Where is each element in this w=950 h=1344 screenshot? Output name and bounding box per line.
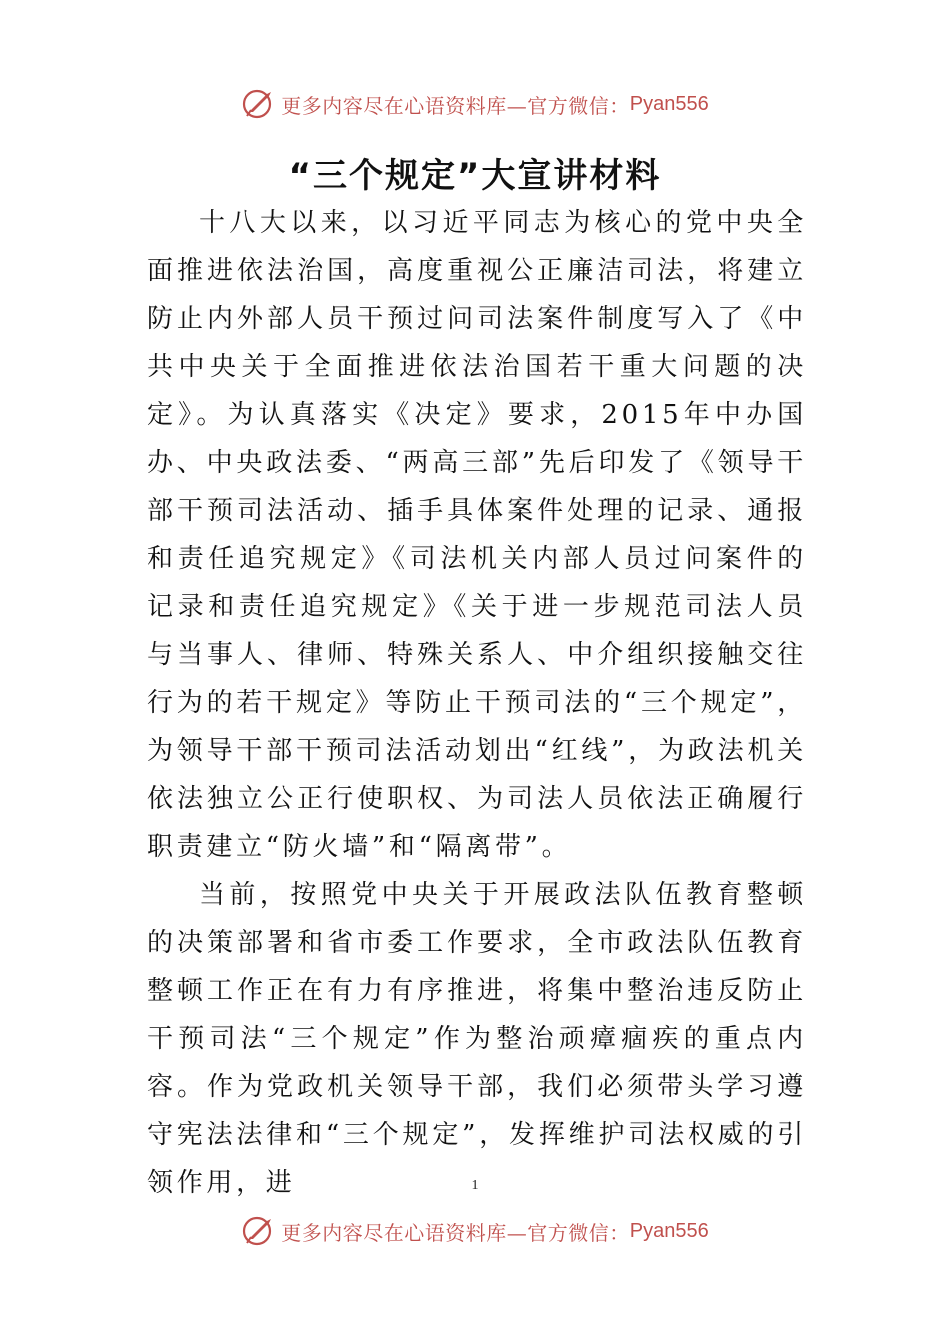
feather-pen-logo-icon [241,86,277,122]
paragraph-2: 当前，按照党中央关于开展政法队伍教育整顿的决策部署和省市委工作要求，全市政法队伍教育整顿工作正在有力有序推进，将集中整治违反防止干预司法“三个规定”作为整治顽瘴痼疾的重点内容。作为党政机关领导干部，我们必须带头学习遵守宪法法律和“三个规定”，发挥维护司法权威的引领作用，进 [147,880,807,1198]
header-banner [0,84,950,124]
footer-banner-text: 更多内容尽在心语资料库—官方微信： [281,1220,630,1245]
paragraph-1: 十八大以来，以习近平同志为核心的党中央全面推进依法治国，高度重视公正廉洁司法，将建立防止内外部人员干预过问司法案件制度写入了《中共中央关于全面推进依法治国若干重大问题的决定》。为认真落实《决定》要求，2015年中办国办、中央政法委、“两高三部”先后印发了《领导干部干预司法活动、插手具体案件处理的记录、通报和责任追究规定》《司法机关内部人员过问案件的记录和责任追究规定》《关于进一步规范司法人员与当事人、律师、特殊关系人、中介组织接触交往行为的若干规定》等防止干预司法的“三个规定”，为领导干部干预司法活动划出“红线”，为政法机关依法独立公正行使职权、为司法人员依法正确履行职责建立“防火墙”和“隔离带”。 [147,208,807,862]
footer-banner [0,1211,950,1251]
document-body [147,199,807,1207]
document-title: “三个规定”大宣讲材料 [288,156,662,196]
feather-pen-logo-icon [241,1213,277,1249]
footer-banner-id: Pyan556 [629,1219,709,1242]
header-banner-id: Pyan556 [629,92,709,115]
page-number: 1 [471,1178,479,1193]
header-banner-text: 更多内容尽在心语资料库—官方微信： [281,93,630,118]
